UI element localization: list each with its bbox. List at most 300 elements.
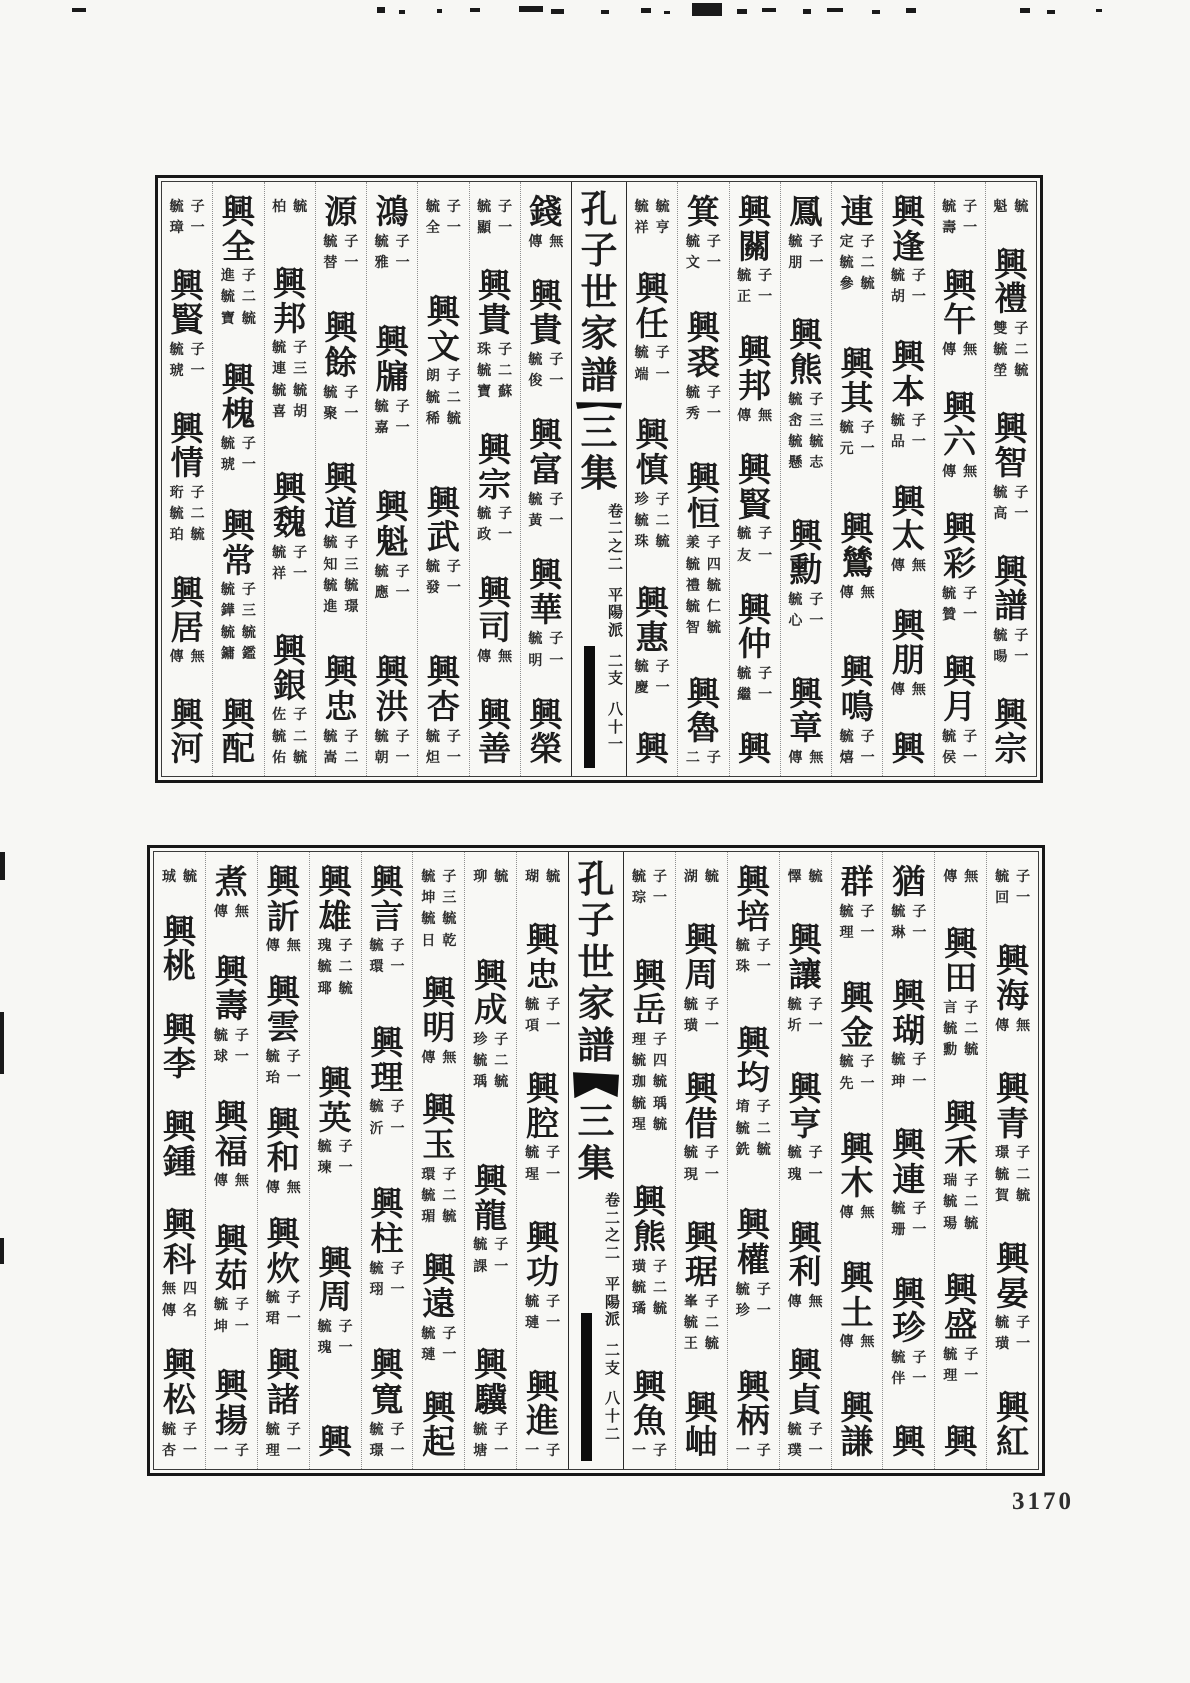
branch-label: 二支 bbox=[604, 1342, 620, 1377]
person-name: 興 周 bbox=[684, 923, 718, 994]
person-note: 毓 子 bbox=[374, 399, 410, 415]
genealogy-column bbox=[934, 182, 985, 776]
person-name: 源 bbox=[324, 195, 358, 231]
person-name: 興 文 bbox=[426, 295, 460, 366]
person-entry bbox=[996, 1392, 1029, 1461]
person-note: 元 一 bbox=[839, 442, 875, 457]
person-note: 傳 無 bbox=[213, 904, 249, 920]
person-name: 鴻 bbox=[375, 195, 409, 231]
person-entry bbox=[421, 977, 456, 1067]
person-note: 毓 子 bbox=[891, 1202, 927, 1218]
person-note: 銑 毓 bbox=[735, 1142, 771, 1158]
person-entry bbox=[892, 1426, 925, 1461]
person-name: 興 驥 bbox=[474, 1348, 508, 1419]
person-name: 興 禮 bbox=[994, 247, 1028, 319]
person-entry bbox=[684, 1073, 719, 1185]
person-name: 興 盛 bbox=[944, 1273, 978, 1344]
person-name: 興 均 bbox=[736, 1026, 770, 1097]
person-name: 興 仲 bbox=[738, 592, 772, 664]
person-entry bbox=[684, 1222, 719, 1355]
person-entry bbox=[632, 1186, 667, 1319]
person-name: 興 賢 bbox=[170, 268, 204, 340]
person-note: 瑰 子 bbox=[317, 939, 353, 955]
person-name: 興 起 bbox=[422, 1390, 456, 1462]
person-note: 毓 子 bbox=[473, 1238, 509, 1254]
person-entry bbox=[318, 1247, 353, 1359]
person-note: 毓 子 bbox=[891, 904, 927, 920]
person-entry bbox=[686, 463, 721, 638]
person-name: 興 惠 bbox=[635, 585, 669, 657]
person-entry bbox=[266, 1108, 301, 1198]
person-note: 毓 二 bbox=[421, 1188, 457, 1204]
person-note: 毓 子 bbox=[374, 564, 410, 580]
genealogy-column bbox=[257, 852, 309, 1469]
collection-label: 三集 bbox=[577, 1102, 615, 1185]
person-note: 毓 子 bbox=[839, 420, 875, 436]
person-entry bbox=[222, 699, 255, 768]
person-note: 傳 無 bbox=[788, 750, 824, 766]
person-note: 毓 子 bbox=[265, 1291, 301, 1307]
person-note: 毓 子 bbox=[323, 234, 359, 250]
person-entry bbox=[473, 1349, 508, 1461]
person-note: 現 一 bbox=[683, 1167, 719, 1183]
person-note: 一 子 bbox=[735, 1443, 771, 1459]
person-note: 祥 一 bbox=[272, 567, 308, 583]
person-entry bbox=[993, 556, 1028, 668]
person-entry bbox=[170, 196, 205, 238]
person-name: 興 午 bbox=[943, 268, 977, 340]
person-note: 發 一 bbox=[425, 581, 461, 597]
person-note: 禮 毓 bbox=[685, 578, 721, 594]
person-note: 毓 子 bbox=[839, 729, 875, 745]
person-note: 毓 子 bbox=[683, 1146, 719, 1162]
person-note: 琳 一 bbox=[891, 925, 927, 941]
branch-label: 二支 bbox=[607, 653, 623, 688]
person-note: 毓 子 bbox=[995, 870, 1031, 885]
person-note: 朗 子 bbox=[425, 369, 461, 385]
person-note: 傳 無 bbox=[477, 650, 513, 666]
person-note: 瑞 子 bbox=[943, 1174, 979, 1190]
person-name: 興 金 bbox=[840, 981, 874, 1052]
person-entry bbox=[163, 1111, 196, 1180]
person-entry bbox=[788, 678, 823, 768]
person-name: 興 忠 bbox=[526, 923, 560, 994]
person-entry bbox=[477, 434, 512, 546]
person-note: 毓 二 bbox=[634, 513, 670, 529]
genealogy-page-bottom bbox=[147, 845, 1045, 1476]
person-note: 毓 子 bbox=[788, 392, 824, 408]
person-note: 毓 子 bbox=[421, 870, 457, 885]
person-note: 雅 一 bbox=[374, 255, 410, 271]
person-name: 興 土 bbox=[840, 1261, 874, 1332]
person-note: 毓 子 bbox=[317, 1140, 353, 1156]
person-note: 毓 子 bbox=[735, 1282, 771, 1298]
person-entry bbox=[993, 196, 1028, 217]
person-entry bbox=[891, 866, 926, 943]
person-entry bbox=[323, 312, 358, 424]
person-note: 毓 二 bbox=[220, 290, 256, 306]
person-name: 興 龍 bbox=[474, 1164, 508, 1235]
person-entry bbox=[685, 1392, 718, 1461]
genealogy-column bbox=[309, 852, 361, 1469]
person-entry bbox=[993, 413, 1028, 525]
person-name: 興 瑚 bbox=[892, 979, 926, 1050]
person-note: 傳 無 bbox=[942, 343, 978, 358]
bookmark-ribbon-icon bbox=[576, 402, 622, 409]
person-name: 興 魚 bbox=[632, 1369, 666, 1441]
person-name: 興 善 bbox=[478, 697, 512, 769]
person-name: 興 李 bbox=[162, 1012, 196, 1084]
genealogy-column bbox=[831, 852, 883, 1469]
person-entry bbox=[892, 733, 925, 768]
person-note: 羕 子 bbox=[685, 536, 721, 552]
person-note: 傳 無 bbox=[265, 1180, 301, 1196]
person-name: 興 貴 bbox=[529, 278, 563, 350]
title-column bbox=[568, 852, 624, 1469]
person-note: 毓 子 bbox=[891, 1053, 927, 1069]
genealogy-column bbox=[516, 852, 568, 1469]
person-name: 興 月 bbox=[943, 655, 977, 726]
person-entry bbox=[632, 1371, 667, 1461]
person-note: 品 一 bbox=[890, 435, 926, 451]
person-note: 璜 子 bbox=[631, 1259, 667, 1275]
person-entry bbox=[163, 916, 196, 985]
person-note: 珠 毓 bbox=[634, 535, 670, 551]
person-entry bbox=[473, 1165, 508, 1277]
person-note: 鏵 三 bbox=[220, 604, 256, 620]
person-entry bbox=[369, 1027, 404, 1139]
person-name: 興 配 bbox=[221, 697, 255, 769]
person-name: 興 禾 bbox=[944, 1099, 978, 1171]
person-note: 毓 子 bbox=[528, 632, 564, 648]
person-note: 球 一 bbox=[213, 1050, 249, 1066]
person-name: 興 揚 bbox=[214, 1369, 248, 1441]
person-entry bbox=[788, 520, 823, 632]
person-entry bbox=[635, 419, 670, 552]
person-note: 毓 仁 bbox=[685, 599, 721, 615]
person-note: 炟 一 bbox=[425, 750, 461, 766]
person-name: 興 富 bbox=[529, 418, 563, 490]
person-note: 毓 二 bbox=[272, 729, 308, 745]
person-name: 興 進 bbox=[526, 1369, 560, 1441]
person-note: 毓 毓 bbox=[421, 912, 457, 928]
person-entry bbox=[478, 699, 511, 768]
person-entry bbox=[318, 1067, 353, 1179]
person-note: 高 一 bbox=[993, 507, 1029, 523]
person-note: 傳 無 bbox=[890, 559, 926, 575]
person-note: 傳 無 bbox=[787, 1295, 823, 1311]
person-note: 胡 一 bbox=[890, 290, 926, 306]
person-note: 伴 一 bbox=[891, 1372, 927, 1388]
person-note: 佑 毓 bbox=[272, 750, 308, 766]
person-entry bbox=[477, 577, 512, 667]
person-entry bbox=[788, 924, 823, 1036]
person-entry bbox=[944, 1426, 977, 1461]
person-name: 興 鍾 bbox=[162, 1110, 196, 1181]
person-entry bbox=[686, 678, 721, 768]
person-note: 傳 無 bbox=[839, 1205, 875, 1221]
person-note: 毓 毓 bbox=[788, 434, 824, 450]
person-name: 興 海 bbox=[996, 944, 1030, 1016]
person-name: 興 裘 bbox=[686, 311, 720, 382]
person-name: 興 青 bbox=[996, 1072, 1030, 1143]
person-note: 參 毓 bbox=[839, 277, 875, 293]
person-note: 瑰 一 bbox=[787, 1167, 823, 1183]
person-entry bbox=[323, 656, 358, 768]
person-note: 珈 毓 bbox=[631, 1075, 667, 1091]
person-note: 嘉 一 bbox=[374, 420, 410, 436]
lineage-label: 平陽派 bbox=[604, 1276, 620, 1329]
person-note: 毓 二 bbox=[317, 960, 353, 976]
person-note: 課 一 bbox=[473, 1259, 509, 1275]
person-name: 煮 bbox=[214, 865, 248, 901]
person-note: 璚 毓 bbox=[631, 1301, 667, 1317]
person-note: 傳 無 bbox=[890, 682, 926, 698]
person-note: 毓 子 bbox=[425, 560, 461, 576]
person-note: 毓 二 bbox=[631, 1280, 667, 1296]
person-note: 環 子 bbox=[421, 1167, 457, 1183]
person-note: 毓 子 bbox=[425, 729, 461, 745]
person-name: 興 bbox=[635, 732, 669, 769]
person-note: 傳 無 bbox=[943, 870, 979, 885]
person-note: 毓 子 bbox=[477, 507, 513, 523]
person-note: 毓 子 bbox=[943, 1347, 979, 1363]
person-name: 興 邦 bbox=[738, 334, 772, 406]
person-entry bbox=[891, 486, 926, 576]
person-entry bbox=[272, 268, 307, 422]
person-name: 興 利 bbox=[788, 1220, 822, 1292]
person-note: 毓 二 bbox=[943, 1022, 979, 1038]
person-entry bbox=[525, 866, 560, 887]
genealogy-column bbox=[212, 182, 263, 776]
person-entry bbox=[891, 610, 926, 700]
person-note: 珆 一 bbox=[265, 1070, 301, 1086]
genealogy-column bbox=[985, 182, 1036, 776]
person-entry bbox=[891, 341, 926, 453]
person-entry bbox=[737, 594, 772, 706]
person-note: 毓 子 bbox=[528, 353, 564, 369]
collection-label: 三集 bbox=[580, 412, 618, 496]
person-note: 琥 一 bbox=[169, 364, 205, 380]
person-note: 毓 子 bbox=[323, 536, 359, 552]
person-note: 圻 一 bbox=[787, 1018, 823, 1034]
person-entry bbox=[840, 513, 875, 603]
person-name: 興 科 bbox=[162, 1208, 196, 1279]
person-note: 瑆 毓 bbox=[631, 1117, 667, 1133]
person-name: 興 太 bbox=[891, 484, 925, 556]
person-entry bbox=[162, 1209, 197, 1321]
person-note: 繼 一 bbox=[737, 688, 773, 704]
person-name: 興 本 bbox=[891, 339, 925, 411]
person-name: 興 餘 bbox=[324, 311, 358, 382]
person-name: 興 任 bbox=[635, 272, 669, 343]
person-name: 興 bbox=[891, 732, 925, 769]
person-entry bbox=[686, 196, 721, 273]
person-entry bbox=[840, 656, 875, 768]
person-note: 知 三 bbox=[323, 557, 359, 573]
person-entry bbox=[170, 270, 205, 382]
person-note: 朝 一 bbox=[374, 750, 410, 766]
person-note: 毓 子 bbox=[737, 269, 773, 285]
person-note: 回 一 bbox=[995, 891, 1031, 907]
person-entry bbox=[736, 1371, 771, 1461]
person-note: 毓 子 bbox=[993, 629, 1029, 644]
person-note: 毓 子 bbox=[272, 546, 308, 561]
person-entry bbox=[684, 866, 719, 887]
genealogy-column bbox=[780, 182, 831, 776]
person-entry bbox=[736, 1209, 771, 1321]
person-note: 珊 一 bbox=[891, 1223, 927, 1239]
person-entry bbox=[995, 1073, 1030, 1206]
person-name: 興 杏 bbox=[426, 655, 460, 726]
person-entry bbox=[266, 1349, 301, 1461]
person-note: 端 一 bbox=[634, 367, 670, 383]
person-note: 傳 無 bbox=[839, 585, 875, 601]
person-note: 毓 子 bbox=[369, 1100, 405, 1116]
person-name: 興 常 bbox=[221, 508, 255, 580]
person-entry bbox=[319, 1426, 352, 1461]
person-note: 傳 無 bbox=[265, 939, 301, 955]
genealogy-column bbox=[412, 852, 464, 1469]
person-name: 興 貴 bbox=[478, 268, 512, 340]
genealogy-column bbox=[464, 852, 516, 1469]
person-entry bbox=[737, 196, 772, 308]
person-entry bbox=[942, 196, 977, 238]
person-note: 毓 子 bbox=[265, 1049, 301, 1065]
person-name: 興 松 bbox=[162, 1348, 196, 1419]
person-note: 毓 子 bbox=[942, 586, 978, 602]
person-note: 王 毓 bbox=[683, 1337, 719, 1353]
person-name: 興 bbox=[892, 1425, 926, 1462]
person-note: 湖 毓 bbox=[683, 870, 719, 885]
person-entry bbox=[738, 733, 771, 768]
person-note: 珠 一 bbox=[735, 960, 771, 976]
person-entry bbox=[995, 866, 1030, 908]
person-name: 興 雲 bbox=[266, 975, 300, 1046]
person-note: 暘 一 bbox=[993, 650, 1029, 666]
person-note: 傳 無 bbox=[995, 1018, 1031, 1034]
genealogy-column bbox=[205, 852, 257, 1469]
person-entry bbox=[788, 319, 823, 473]
person-entry bbox=[840, 1392, 873, 1461]
person-note: 毓 子 bbox=[528, 492, 564, 508]
genealogy-column bbox=[882, 182, 933, 776]
person-note: 珅 一 bbox=[891, 1074, 927, 1090]
book-title: 孔子世家譜 bbox=[577, 860, 615, 1067]
person-entry bbox=[375, 656, 410, 768]
person-name: 興 牖 bbox=[375, 325, 409, 396]
person-note: 毓 子 bbox=[525, 1295, 561, 1311]
person-name: 興 謙 bbox=[840, 1390, 874, 1462]
person-entry bbox=[943, 928, 978, 1061]
page-number: 3170 bbox=[1012, 1488, 1074, 1515]
person-note: 侯 一 bbox=[942, 750, 978, 766]
person-note: 毓 子 bbox=[890, 414, 926, 430]
person-note: 傳 無 bbox=[421, 1050, 457, 1066]
person-note: 毓 子 bbox=[369, 939, 405, 955]
person-note: 璜 一 bbox=[995, 1337, 1031, 1353]
person-entry bbox=[737, 336, 772, 426]
person-note: 毓 毓 bbox=[323, 578, 359, 594]
person-name: 群 bbox=[840, 865, 874, 901]
person-name: 興 武 bbox=[426, 485, 460, 557]
person-note: 毓 子 bbox=[374, 729, 410, 745]
volume-label: 卷二之二 bbox=[604, 1193, 620, 1263]
person-entry bbox=[221, 510, 256, 664]
person-name: 興 培 bbox=[736, 865, 770, 936]
person-note: 祥 亨 bbox=[634, 221, 670, 237]
person-entry bbox=[214, 1370, 249, 1460]
person-name: 興 田 bbox=[944, 926, 978, 998]
person-name: 興 魁 bbox=[375, 490, 409, 561]
folio-label: 八十二 bbox=[604, 1391, 620, 1443]
person-note: 言 子 bbox=[943, 1000, 979, 1016]
person-note: 毓 子 bbox=[737, 527, 773, 543]
person-note: 毓 瑀 bbox=[631, 1096, 667, 1112]
columns-left bbox=[162, 182, 571, 776]
person-name: 興 朋 bbox=[891, 608, 925, 680]
person-note: 毓 子 bbox=[169, 200, 205, 215]
person-entry bbox=[426, 487, 461, 599]
person-name: 興 晏 bbox=[996, 1241, 1030, 1313]
person-name: 興 成 bbox=[474, 958, 508, 1030]
person-note: 毓 子 bbox=[323, 729, 359, 745]
person-name: 興 茹 bbox=[214, 1224, 248, 1295]
person-name: 興 其 bbox=[840, 346, 874, 418]
person-entry bbox=[266, 1218, 301, 1330]
person-entry bbox=[891, 980, 926, 1092]
person-note: 瑘 毓 bbox=[317, 981, 353, 997]
person-note: 瑆 一 bbox=[525, 1167, 561, 1183]
person-name: 興 譜 bbox=[994, 554, 1028, 626]
person-note: 賀 毓 bbox=[995, 1188, 1031, 1204]
person-note: 毓 二 bbox=[995, 1167, 1031, 1183]
person-entry bbox=[171, 699, 204, 768]
person-note: 柏 毓 bbox=[272, 200, 308, 215]
title-lower bbox=[569, 1185, 623, 1469]
person-note: 替 一 bbox=[323, 255, 359, 271]
person-entry bbox=[839, 1133, 874, 1223]
person-note: 璟 子 bbox=[995, 1146, 1031, 1162]
columns-left bbox=[154, 852, 568, 1469]
person-name: 興 情 bbox=[170, 411, 204, 483]
person-note: 理 一 bbox=[265, 1443, 301, 1459]
person-name: 興 功 bbox=[526, 1220, 560, 1292]
person-name: 猶 bbox=[892, 865, 926, 901]
person-note: 一 子 bbox=[213, 1443, 249, 1459]
person-entry bbox=[170, 413, 205, 546]
person-name: 興 榮 bbox=[529, 697, 563, 769]
person-note: 全 一 bbox=[425, 221, 461, 237]
person-entry bbox=[942, 270, 977, 360]
person-note: 慶 一 bbox=[634, 681, 670, 697]
page-frame bbox=[161, 181, 1037, 777]
person-note: 毓 子 bbox=[787, 997, 823, 1013]
person-name: 興 柱 bbox=[370, 1187, 404, 1258]
person-note: 毓 子 bbox=[421, 1326, 457, 1342]
person-name: 興 宗 bbox=[478, 432, 512, 504]
person-name: 興 玉 bbox=[422, 1093, 456, 1164]
person-note: 毓 子 bbox=[788, 234, 824, 250]
person-entry bbox=[891, 1129, 926, 1241]
person-name: 錢 bbox=[529, 195, 563, 231]
person-entry bbox=[528, 196, 563, 252]
person-note: 應 一 bbox=[374, 585, 410, 601]
person-entry bbox=[214, 956, 249, 1068]
person-entry bbox=[525, 1073, 560, 1185]
volume-info bbox=[604, 1191, 621, 1461]
person-name: 連 bbox=[840, 195, 874, 231]
